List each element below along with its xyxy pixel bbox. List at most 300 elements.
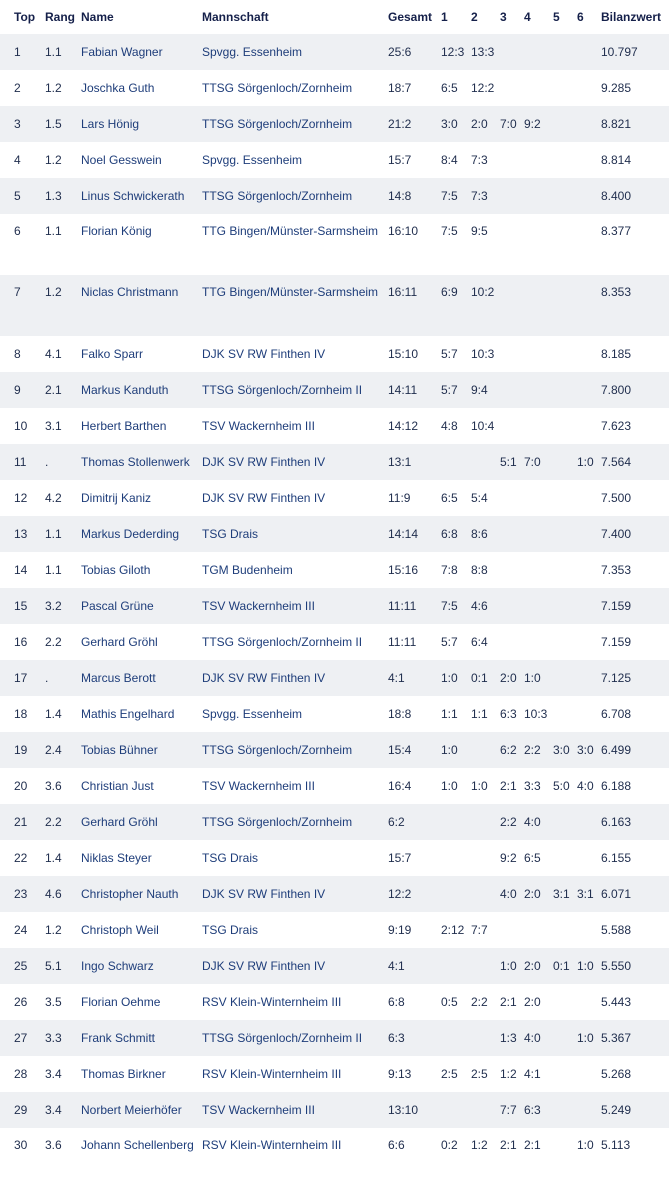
- cell-set-4: [524, 912, 553, 948]
- cell-set-6: [577, 34, 601, 70]
- cell-set-4: [524, 275, 553, 336]
- player-name-link[interactable]: Lars Hönig: [81, 106, 202, 142]
- cell-top: 8: [14, 347, 21, 361]
- cell-bilanzwert: 5.367: [601, 1020, 669, 1056]
- cell-set-4: [524, 588, 553, 624]
- cell-rang: 1.2: [45, 153, 62, 167]
- cell-set-1: [441, 840, 471, 876]
- cell-bilanzwert: 8.377: [601, 224, 632, 238]
- cell-top: 17: [0, 660, 43, 696]
- player-name-link[interactable]: Linus Schwickerath: [81, 178, 202, 214]
- player-name-link[interactable]: Dimitrij Kaniz: [81, 491, 152, 505]
- header-set-3[interactable]: 3: [500, 10, 507, 24]
- player-name-link[interactable]: Markus Dederding: [81, 516, 202, 552]
- cell-top: 18: [14, 707, 28, 721]
- team-name-link[interactable]: TTSG Sörgenloch/Zornheim II: [202, 635, 363, 649]
- cell-set-1: [441, 876, 471, 912]
- cell-bilanzwert: 6.188: [601, 779, 632, 793]
- cell-set-4: 2:0: [524, 948, 553, 984]
- cell-rang: 1.2: [45, 923, 62, 937]
- cell-set-4: 2:0: [524, 995, 541, 1009]
- team-name-link[interactable]: DJK SV RW Finthen IV: [202, 347, 326, 361]
- header-top[interactable]: Top: [14, 10, 36, 24]
- player-name-link[interactable]: Falko Sparr: [81, 347, 144, 361]
- cell-set-1: [441, 804, 471, 840]
- table-row: [0, 1056, 669, 1092]
- cell-gesamt: 13:1: [388, 444, 441, 480]
- cell-set-3: 2:2: [500, 804, 524, 840]
- cell-set-3: 2:1: [500, 1138, 517, 1152]
- team-name-link[interactable]: TSV Wackernheim III: [202, 419, 315, 433]
- cell-set-5: [553, 336, 577, 372]
- cell-set-5: [553, 1092, 577, 1128]
- cell-set-1: 1:1: [441, 707, 458, 721]
- header-gesamt[interactable]: Gesamt: [388, 10, 433, 24]
- table-row: [0, 588, 669, 624]
- cell-top: 5: [0, 178, 43, 214]
- cell-gesamt: 15:10: [388, 347, 419, 361]
- table-row: [0, 1092, 669, 1128]
- table-row: [0, 660, 669, 696]
- team-name-link[interactable]: TTG Bingen/Münster-Sarmsheim: [202, 275, 388, 336]
- header-set-2[interactable]: 2: [471, 10, 478, 24]
- cell-rang: 1.5: [43, 106, 81, 142]
- cell-rang: 2.2: [43, 804, 81, 840]
- cell-gesamt: 12:2: [388, 876, 441, 912]
- cell-gesamt: 14:12: [388, 419, 419, 433]
- cell-set-2: 8:8: [471, 563, 488, 577]
- cell-set-2: 7:7: [471, 923, 488, 937]
- cell-bilanzwert: 5.550: [601, 948, 669, 984]
- player-name-link[interactable]: Markus Kanduth: [81, 372, 202, 408]
- cell-set-5: [553, 1020, 577, 1056]
- cell-set-2: [471, 1020, 500, 1056]
- team-name-link[interactable]: RSV Klein-Winternheim III: [202, 995, 342, 1009]
- player-name-link[interactable]: Niklas Steyer: [81, 851, 152, 865]
- cell-bilanzwert: 7.564: [601, 444, 669, 480]
- team-name-link[interactable]: TSG Drais: [202, 923, 259, 937]
- team-name-link[interactable]: TTSG Sörgenloch/Zornheim: [202, 178, 388, 214]
- cell-top: 21: [0, 804, 43, 840]
- cell-set-2: 7:3: [471, 153, 488, 167]
- cell-bilanzwert: 9.285: [601, 81, 632, 95]
- cell-set-5: [553, 178, 577, 214]
- team-name-link[interactable]: Spvgg. Essenheim: [202, 34, 388, 70]
- cell-set-1: 7:5: [441, 178, 471, 214]
- player-name-link[interactable]: Noel Gesswein: [81, 153, 162, 167]
- cell-set-1: 12:3: [441, 34, 471, 70]
- header-name[interactable]: Name: [81, 10, 114, 24]
- cell-set-2: [471, 444, 500, 480]
- cell-set-4: 2:2: [524, 732, 553, 768]
- header-bilanzwert[interactable]: Bilanzwert: [601, 10, 662, 24]
- cell-set-6: [577, 660, 601, 696]
- cell-rang: 1.3: [43, 178, 81, 214]
- cell-set-1: 0:2: [441, 1138, 458, 1152]
- cell-bilanzwert: 5.443: [601, 995, 632, 1009]
- cell-bilanzwert: 6.499: [601, 732, 669, 768]
- cell-set-2: [471, 948, 500, 984]
- cell-rang: 1.2: [43, 275, 81, 336]
- cell-gesamt: 15:7: [388, 153, 412, 167]
- cell-gesamt: 9:19: [388, 923, 412, 937]
- cell-top: 13: [0, 516, 43, 552]
- cell-rang: 2.4: [43, 732, 81, 768]
- player-name-link[interactable]: Florian Oehme: [81, 995, 161, 1009]
- team-name-link[interactable]: TGM Budenheim: [202, 563, 293, 577]
- cell-rang: 5.1: [43, 948, 81, 984]
- cell-set-3: [500, 588, 524, 624]
- cell-set-6: 1:0: [577, 1020, 601, 1056]
- cell-set-6: 4:0: [577, 779, 594, 793]
- cell-top: 1: [0, 34, 43, 70]
- cell-set-2: 9:5: [471, 224, 488, 238]
- header-set-1[interactable]: 1: [441, 10, 448, 24]
- player-name-link[interactable]: Christian Just: [81, 779, 154, 793]
- table-row: [0, 444, 669, 480]
- player-name-link[interactable]: Johann Schellenberg: [81, 1138, 194, 1152]
- team-name-link[interactable]: DJK SV RW Finthen IV: [202, 444, 388, 480]
- cell-set-3: 1:0: [500, 948, 524, 984]
- player-name-link[interactable]: Marcus Berott: [81, 660, 202, 696]
- cell-set-1: [441, 1092, 471, 1128]
- team-name-link[interactable]: TTSG Sörgenloch/Zornheim: [202, 106, 388, 142]
- cell-bilanzwert: 8.185: [601, 347, 632, 361]
- table-row: [0, 178, 669, 214]
- team-name-link[interactable]: TSG Drais: [202, 516, 388, 552]
- cell-rang: 1.1: [43, 516, 81, 552]
- cell-rang: 1.2: [45, 81, 62, 95]
- cell-set-5: [553, 624, 577, 660]
- table-row: [0, 275, 669, 336]
- cell-set-1: 1:0: [441, 660, 471, 696]
- team-name-link[interactable]: TSG Drais: [202, 851, 259, 865]
- cell-gesamt: 13:10: [388, 1092, 441, 1128]
- cell-set-5: [553, 912, 577, 948]
- cell-set-2: 1:2: [471, 1138, 488, 1152]
- player-name-link[interactable]: Norbert Meierhöfer: [81, 1092, 202, 1128]
- cell-set-3: 2:1: [500, 995, 517, 1009]
- cell-set-2: 10:2: [471, 275, 500, 336]
- cell-gesamt: 15:16: [388, 563, 419, 577]
- cell-bilanzwert: 8.400: [601, 178, 669, 214]
- cell-set-2: 8:6: [471, 516, 500, 552]
- table-header-row: [0, 0, 669, 34]
- cell-set-2: [471, 804, 500, 840]
- cell-rang: 3.6: [45, 779, 62, 793]
- cell-set-3: [500, 214, 524, 275]
- cell-set-3: 2:1: [500, 779, 517, 793]
- table-row: [0, 336, 669, 372]
- cell-rang: .: [43, 444, 81, 480]
- table-row: [0, 624, 669, 660]
- cell-top: 23: [0, 876, 43, 912]
- cell-set-1: 7:8: [441, 563, 458, 577]
- cell-rang: 4.6: [43, 876, 81, 912]
- player-name-link[interactable]: Fabian Wagner: [81, 34, 202, 70]
- cell-set-3: [500, 34, 524, 70]
- cell-bilanzwert: 7.400: [601, 516, 669, 552]
- cell-top: 7: [0, 275, 43, 336]
- team-name-link[interactable]: DJK SV RW Finthen IV: [202, 491, 326, 505]
- cell-set-1: [441, 1020, 471, 1056]
- cell-rang: 1.1: [43, 34, 81, 70]
- cell-set-4: [524, 408, 553, 444]
- cell-top: 28: [14, 1067, 28, 1081]
- cell-set-6: [577, 106, 601, 142]
- cell-rang: 1.1: [45, 224, 62, 238]
- cell-set-1: 5:7: [441, 635, 458, 649]
- cell-set-5: [553, 804, 577, 840]
- cell-gesamt: 15:4: [388, 732, 441, 768]
- player-name-link[interactable]: Christoph Weil: [81, 923, 159, 937]
- cell-set-5: [553, 588, 577, 624]
- cell-set-5: 3:0: [553, 732, 577, 768]
- cell-bilanzwert: 7.500: [601, 491, 632, 505]
- cell-rang: 2.2: [45, 635, 62, 649]
- table-row: [0, 912, 669, 948]
- cell-set-4: 3:3: [524, 779, 541, 793]
- player-name-link[interactable]: Gerhard Gröhl: [81, 804, 202, 840]
- cell-set-5: 5:0: [553, 779, 570, 793]
- cell-set-3: [500, 480, 524, 516]
- team-name-link[interactable]: TSV Wackernheim III: [202, 779, 315, 793]
- player-name-link[interactable]: Ingo Schwarz: [81, 948, 202, 984]
- cell-top: 2: [14, 81, 21, 95]
- team-name-link[interactable]: DJK SV RW Finthen IV: [202, 876, 388, 912]
- player-name-link[interactable]: Joschka Guth: [81, 81, 155, 95]
- cell-set-4: 10:3: [524, 707, 548, 721]
- cell-set-4: 9:2: [524, 106, 553, 142]
- cell-set-1: 5:7: [441, 347, 458, 361]
- cell-set-4: [524, 516, 553, 552]
- team-name-link[interactable]: TTSG Sörgenloch/Zornheim: [202, 804, 388, 840]
- team-name-link[interactable]: TTSG Sörgenloch/Zornheim II: [202, 372, 388, 408]
- team-name-link[interactable]: TSV Wackernheim III: [202, 1092, 388, 1128]
- cell-set-5: [553, 275, 577, 336]
- team-name-link[interactable]: Spvgg. Essenheim: [202, 153, 303, 167]
- cell-rang: 3.2: [43, 588, 81, 624]
- cell-set-4: 6:3: [524, 1092, 553, 1128]
- table-row: [0, 1020, 669, 1056]
- header-set-6[interactable]: 6: [577, 10, 584, 24]
- table-row: [0, 552, 669, 588]
- cell-gesamt: 4:1: [388, 660, 441, 696]
- cell-set-1: 0:5: [441, 995, 458, 1009]
- cell-set-5: 0:1: [553, 948, 577, 984]
- cell-set-6: [577, 275, 601, 336]
- cell-set-1: 6:5: [441, 491, 458, 505]
- table-row: [0, 34, 669, 70]
- cell-set-6: [577, 696, 601, 732]
- cell-set-3: 1:2: [500, 1067, 517, 1081]
- cell-set-2: 6:4: [471, 635, 488, 649]
- cell-set-5: [553, 408, 577, 444]
- cell-top: 3: [0, 106, 43, 142]
- cell-gesamt: 6:2: [388, 804, 441, 840]
- player-name-link[interactable]: Christopher Nauth: [81, 876, 202, 912]
- header-rang[interactable]: Rang: [45, 10, 75, 24]
- cell-set-3: 7:0: [500, 106, 524, 142]
- table-row: [0, 1128, 669, 1189]
- header-set-5[interactable]: 5: [553, 10, 560, 24]
- player-name-link[interactable]: Frank Schmitt: [81, 1020, 202, 1056]
- header-mannschaft[interactable]: Mannschaft: [202, 10, 269, 24]
- cell-gesamt: 14:8: [388, 178, 441, 214]
- cell-set-2: 10:4: [471, 419, 495, 433]
- team-name-link[interactable]: TTG Bingen/Münster-Sarmsheim: [202, 224, 379, 238]
- player-name-link[interactable]: Thomas Birkner: [81, 1067, 166, 1081]
- cell-set-6: 3:1: [577, 876, 601, 912]
- cell-set-5: [553, 1128, 577, 1189]
- team-name-link[interactable]: Spvgg. Essenheim: [202, 707, 303, 721]
- cell-bilanzwert: 5.588: [601, 923, 632, 937]
- cell-set-4: [524, 552, 553, 588]
- cell-gesamt: 16:4: [388, 779, 412, 793]
- cell-top: 30: [14, 1138, 28, 1152]
- cell-set-5: [553, 516, 577, 552]
- cell-set-5: [553, 660, 577, 696]
- team-name-link[interactable]: RSV Klein-Winternheim III: [202, 1067, 342, 1081]
- table-row: [0, 142, 669, 178]
- cell-set-6: [577, 70, 601, 106]
- cell-set-3: 7:7: [500, 1092, 524, 1128]
- cell-set-4: [524, 624, 553, 660]
- cell-set-1: 1:0: [441, 732, 471, 768]
- cell-gesamt: 6:3: [388, 1020, 441, 1056]
- cell-top: 26: [14, 995, 28, 1009]
- cell-set-1: 7:5: [441, 224, 458, 238]
- cell-top: 12: [14, 491, 28, 505]
- cell-set-4: [524, 372, 553, 408]
- cell-set-1: 1:0: [441, 779, 458, 793]
- cell-set-4: [524, 178, 553, 214]
- cell-rang: 1.1: [45, 563, 62, 577]
- cell-set-3: [500, 516, 524, 552]
- player-name-link[interactable]: Tobias Bühner: [81, 732, 202, 768]
- cell-top: 14: [14, 563, 28, 577]
- cell-set-1: [441, 444, 471, 480]
- cell-gesamt: 16:11: [388, 275, 441, 336]
- table-row: [0, 516, 669, 552]
- cell-set-3: 1:3: [500, 1020, 524, 1056]
- cell-set-5: [553, 552, 577, 588]
- cell-set-2: 9:4: [471, 372, 500, 408]
- cell-top: 24: [14, 923, 28, 937]
- cell-set-5: [553, 1056, 577, 1092]
- cell-set-1: 7:5: [441, 588, 471, 624]
- cell-set-6: [577, 912, 601, 948]
- table-row: [0, 948, 669, 984]
- cell-set-2: [471, 840, 500, 876]
- cell-set-4: [524, 142, 553, 178]
- cell-set-4: [524, 336, 553, 372]
- cell-rang: 2.1: [43, 372, 81, 408]
- cell-gesamt: 14:11: [388, 372, 441, 408]
- cell-gesamt: 11:11: [388, 588, 441, 624]
- cell-set-6: [577, 480, 601, 516]
- cell-gesamt: 25:6: [388, 34, 441, 70]
- cell-rang: 3.3: [43, 1020, 81, 1056]
- cell-gesamt: 21:2: [388, 106, 441, 142]
- cell-rang: 3.1: [45, 419, 62, 433]
- table-row: [0, 840, 669, 876]
- player-name-link[interactable]: Pascal Grüne: [81, 588, 202, 624]
- team-name-link[interactable]: TTSG Sörgenloch/Zornheim II: [202, 1020, 388, 1056]
- cell-set-6: [577, 1056, 601, 1092]
- cell-top: 27: [0, 1020, 43, 1056]
- cell-set-5: [553, 984, 577, 1020]
- cell-set-5: [553, 372, 577, 408]
- cell-top: 4: [14, 153, 21, 167]
- table-row: [0, 984, 669, 1020]
- header-set-4[interactable]: 4: [524, 10, 531, 24]
- cell-gesamt: 4:1: [388, 948, 441, 984]
- cell-set-3: [500, 178, 524, 214]
- team-name-link[interactable]: TSV Wackernheim III: [202, 588, 388, 624]
- cell-set-1: 3:0: [441, 106, 471, 142]
- cell-bilanzwert: 7.159: [601, 635, 632, 649]
- player-name-link[interactable]: Tobias Giloth: [81, 563, 151, 577]
- cell-set-1: 4:8: [441, 419, 458, 433]
- cell-set-6: [577, 984, 601, 1020]
- cell-gesamt: 16:10: [388, 224, 419, 238]
- cell-bilanzwert: 6.163: [601, 804, 669, 840]
- player-name-link[interactable]: Mathis Engelhard: [81, 707, 175, 721]
- team-name-link[interactable]: DJK SV RW Finthen IV: [202, 660, 388, 696]
- cell-bilanzwert: 7.159: [601, 588, 669, 624]
- cell-set-6: [577, 552, 601, 588]
- team-name-link[interactable]: RSV Klein-Winternheim III: [202, 1138, 342, 1152]
- team-name-link[interactable]: TTSG Sörgenloch/Zornheim: [202, 732, 388, 768]
- cell-set-6: [577, 1092, 601, 1128]
- cell-bilanzwert: 8.353: [601, 275, 669, 336]
- cell-set-3: 6:2: [500, 732, 524, 768]
- table-row: [0, 214, 669, 275]
- cell-set-2: [471, 1092, 500, 1128]
- cell-gesamt: 15:7: [388, 851, 412, 865]
- cell-set-1: 2:12: [441, 923, 465, 937]
- cell-set-2: 4:6: [471, 588, 500, 624]
- cell-set-6: 1:0: [577, 444, 601, 480]
- cell-set-2: 2:0: [471, 106, 500, 142]
- cell-set-5: [553, 444, 577, 480]
- cell-set-4: [524, 34, 553, 70]
- player-name-link[interactable]: Gerhard Gröhl: [81, 635, 158, 649]
- player-name-link[interactable]: Thomas Stollenwerk: [81, 444, 202, 480]
- player-name-link[interactable]: Niclas Christmann: [81, 275, 202, 336]
- cell-bilanzwert: 6.155: [601, 851, 632, 865]
- table-row: [0, 480, 669, 516]
- cell-set-5: [553, 696, 577, 732]
- cell-set-6: 1:0: [577, 1138, 594, 1152]
- cell-set-6: [577, 804, 601, 840]
- player-name-link[interactable]: Florian König: [81, 224, 152, 238]
- cell-rang: 1.4: [45, 851, 62, 865]
- cell-set-4: 4:1: [524, 1067, 541, 1081]
- cell-set-1: 2:5: [441, 1067, 458, 1081]
- cell-set-3: 9:2: [500, 851, 517, 865]
- table-row: [0, 408, 669, 444]
- table-row: [0, 372, 669, 408]
- team-name-link[interactable]: TTSG Sörgenloch/Zornheim: [202, 81, 353, 95]
- player-name-link[interactable]: Herbert Barthen: [81, 419, 167, 433]
- cell-set-4: 7:0: [524, 444, 553, 480]
- cell-gesamt: 6:8: [388, 995, 405, 1009]
- cell-set-2: [471, 876, 500, 912]
- team-name-link[interactable]: DJK SV RW Finthen IV: [202, 948, 388, 984]
- cell-set-2: 12:2: [471, 81, 495, 95]
